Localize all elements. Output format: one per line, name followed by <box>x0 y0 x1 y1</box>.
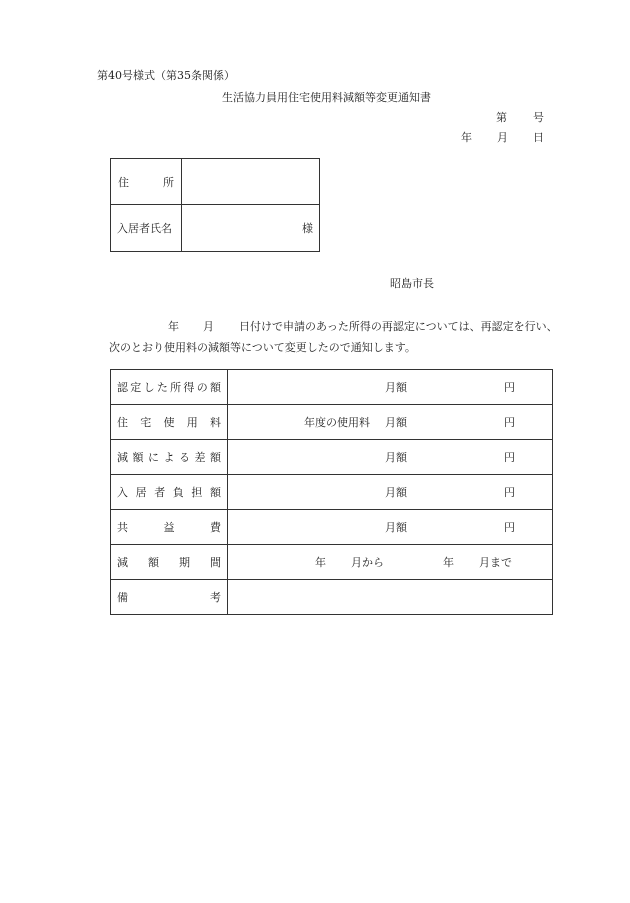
label-char: 減 <box>117 556 128 569</box>
doc-number-dai: 第 <box>496 111 507 124</box>
row-label-cell <box>111 580 228 615</box>
monthly-label: 月額 <box>385 416 407 429</box>
reduction-period-field[interactable] <box>228 545 553 580</box>
yen-label: 円 <box>504 451 515 464</box>
address-label-char-1: 住 <box>118 175 129 189</box>
label-char: 額 <box>210 451 221 464</box>
label-char: 住 <box>117 416 128 429</box>
tenant-burden-field[interactable] <box>228 475 553 510</box>
yen-label: 円 <box>504 416 515 429</box>
table-row <box>111 475 553 510</box>
row-label-cell <box>111 370 228 405</box>
address-label-char-2: 所 <box>163 175 174 189</box>
label-char: 備 <box>117 591 128 604</box>
name-field[interactable] <box>182 205 320 252</box>
period-from-year: 年 <box>315 556 326 569</box>
row-label-cell <box>111 510 228 545</box>
name-label-cell <box>111 205 182 252</box>
body-line1-rest: 日付けで申請のあった所得の再認定については、再認定を行い、 <box>239 320 558 333</box>
monthly-label: 月額 <box>385 381 407 394</box>
yen-label: 円 <box>504 521 515 534</box>
remarks-field[interactable] <box>228 580 553 615</box>
issuer: 昭島市長 <box>390 277 434 290</box>
label-char: よ <box>163 451 175 464</box>
label-char: た <box>156 381 168 394</box>
label-char: の <box>196 381 208 394</box>
label-char: 期 <box>179 556 190 569</box>
table-row <box>111 405 553 440</box>
name-label: 入居者氏名 <box>117 222 172 235</box>
monthly-label: 月額 <box>385 486 407 499</box>
label-char: 担 <box>191 486 203 499</box>
monthly-label: 月額 <box>385 521 407 534</box>
label-char: に <box>148 451 159 464</box>
label-char: 共 <box>117 521 128 534</box>
date-day: 日 <box>533 131 544 144</box>
monthly-label: 月額 <box>385 451 407 464</box>
date-month: 月 <box>497 131 508 144</box>
table-row <box>111 510 553 545</box>
details-table <box>110 369 553 615</box>
address-field[interactable] <box>182 159 320 205</box>
label-char: 費 <box>210 521 221 534</box>
body-month: 月 <box>203 320 214 333</box>
form-number: 第40号様式（第35条関係） <box>97 69 235 82</box>
period-to-year: 年 <box>443 556 454 569</box>
label-char: 益 <box>163 521 175 534</box>
fiscal-year-rent-label: 年度の使用料 <box>304 416 370 429</box>
reduction-difference-field[interactable] <box>228 440 553 475</box>
honorific: 様 <box>302 222 313 235</box>
label-char: 額 <box>132 451 144 464</box>
label-char: る <box>179 451 190 464</box>
doc-number-go: 号 <box>533 111 544 124</box>
row-label-cell <box>111 545 228 580</box>
table-row <box>111 370 553 405</box>
label-char: 考 <box>210 591 221 604</box>
label-char: 所 <box>170 381 182 394</box>
row-label-cell <box>111 475 228 510</box>
yen-label: 円 <box>504 486 515 499</box>
recipient-table <box>110 158 320 252</box>
label-char: し <box>143 381 155 394</box>
common-fee-field[interactable] <box>228 510 553 545</box>
label-char: 用 <box>186 416 198 429</box>
label-char: 料 <box>210 416 221 429</box>
label-char: 居 <box>135 486 147 499</box>
table-row <box>111 545 553 580</box>
body-year: 年 <box>168 320 179 333</box>
label-char: 額 <box>209 486 221 499</box>
label-char: 減 <box>117 451 128 464</box>
row-label-cell <box>111 405 228 440</box>
date-year: 年 <box>461 131 472 144</box>
label-char: 者 <box>154 486 166 499</box>
income-amount-field[interactable] <box>228 370 553 405</box>
yen-label: 円 <box>504 381 515 394</box>
period-from-month: 月から <box>351 556 384 569</box>
body-line2: 次のとおり使用料の減額等について変更したので通知します。 <box>109 341 416 354</box>
label-char: 額 <box>209 381 221 394</box>
row-label-cell <box>111 440 228 475</box>
address-label-cell <box>111 159 182 205</box>
label-char: 差 <box>194 451 206 464</box>
table-row <box>111 440 553 475</box>
label-char: 間 <box>210 556 221 569</box>
label-char: 宅 <box>140 416 152 429</box>
label-char: 認 <box>117 381 128 394</box>
label-char: 負 <box>172 486 184 499</box>
label-char: 得 <box>183 381 195 394</box>
label-char: 定 <box>130 381 142 394</box>
label-char: 使 <box>163 416 175 429</box>
table-row <box>111 580 553 615</box>
label-char: 額 <box>148 556 159 569</box>
page-title: 生活協力員用住宅使用料減額等変更通知書 <box>222 91 431 104</box>
rent-field[interactable] <box>228 405 553 440</box>
label-char: 入 <box>117 486 128 499</box>
period-to-month: 月まで <box>479 556 512 569</box>
